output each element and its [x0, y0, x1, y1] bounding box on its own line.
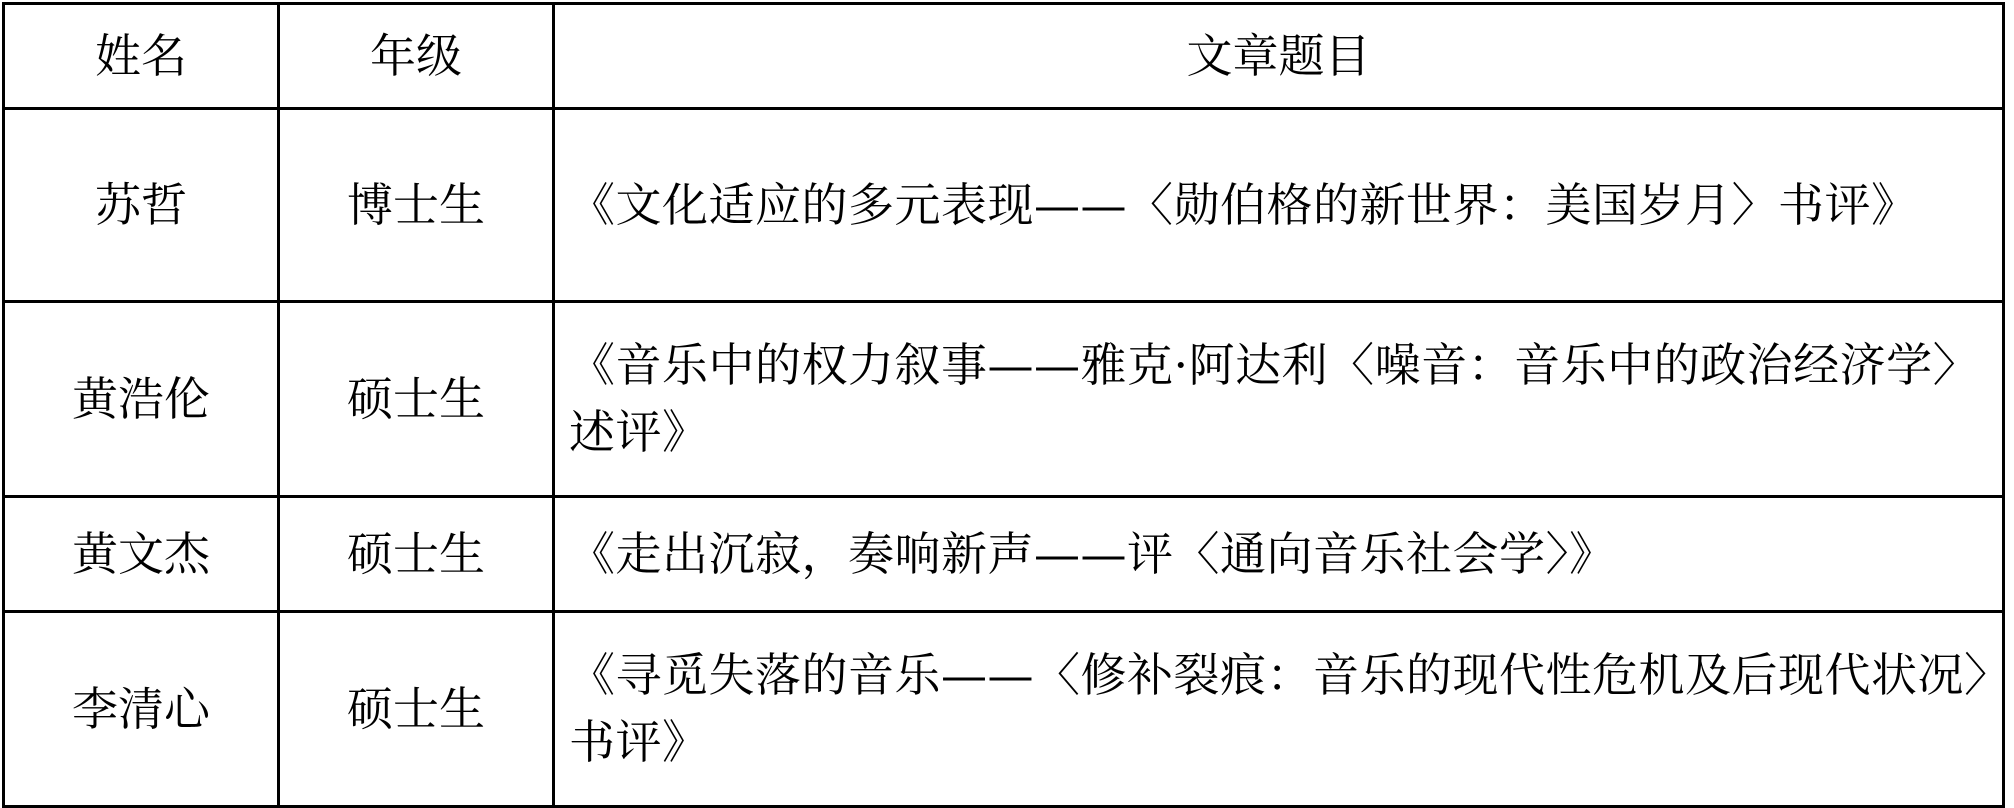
cell-title: 《走出沉寂，奏响新声——评〈通向音乐社会学〉》	[554, 497, 2004, 612]
table-header-row	[4, 4, 2004, 109]
cell-grade: 硕士生	[279, 612, 554, 807]
table-header	[4, 4, 2004, 109]
column-header-grade: 年级	[279, 4, 554, 109]
cell-title: 《音乐中的权力叙事——雅克·阿达利〈噪音：音乐中的政治经济学〉述评》	[554, 302, 2004, 497]
column-header-name: 姓名	[4, 4, 279, 109]
cell-title: 《寻觅失落的音乐——〈修补裂痕：音乐的现代性危机及后现代状况〉书评》	[554, 612, 2004, 807]
cell-grade: 硕士生	[279, 497, 554, 612]
table-row	[4, 497, 2004, 612]
cell-name: 李清心	[4, 612, 279, 807]
cell-title: 《文化适应的多元表现——〈勋伯格的新世界：美国岁月〉书评》	[554, 109, 2004, 302]
table-row	[4, 302, 2004, 497]
article-table	[2, 2, 2005, 808]
table-row	[4, 612, 2004, 807]
column-header-title: 文章题目	[554, 4, 2004, 109]
cell-grade: 博士生	[279, 109, 554, 302]
cell-name: 黄文杰	[4, 497, 279, 612]
cell-name: 黄浩伦	[4, 302, 279, 497]
cell-name: 苏哲	[4, 109, 279, 302]
table-body	[4, 109, 2004, 807]
cell-grade: 硕士生	[279, 302, 554, 497]
table-row	[4, 109, 2004, 302]
